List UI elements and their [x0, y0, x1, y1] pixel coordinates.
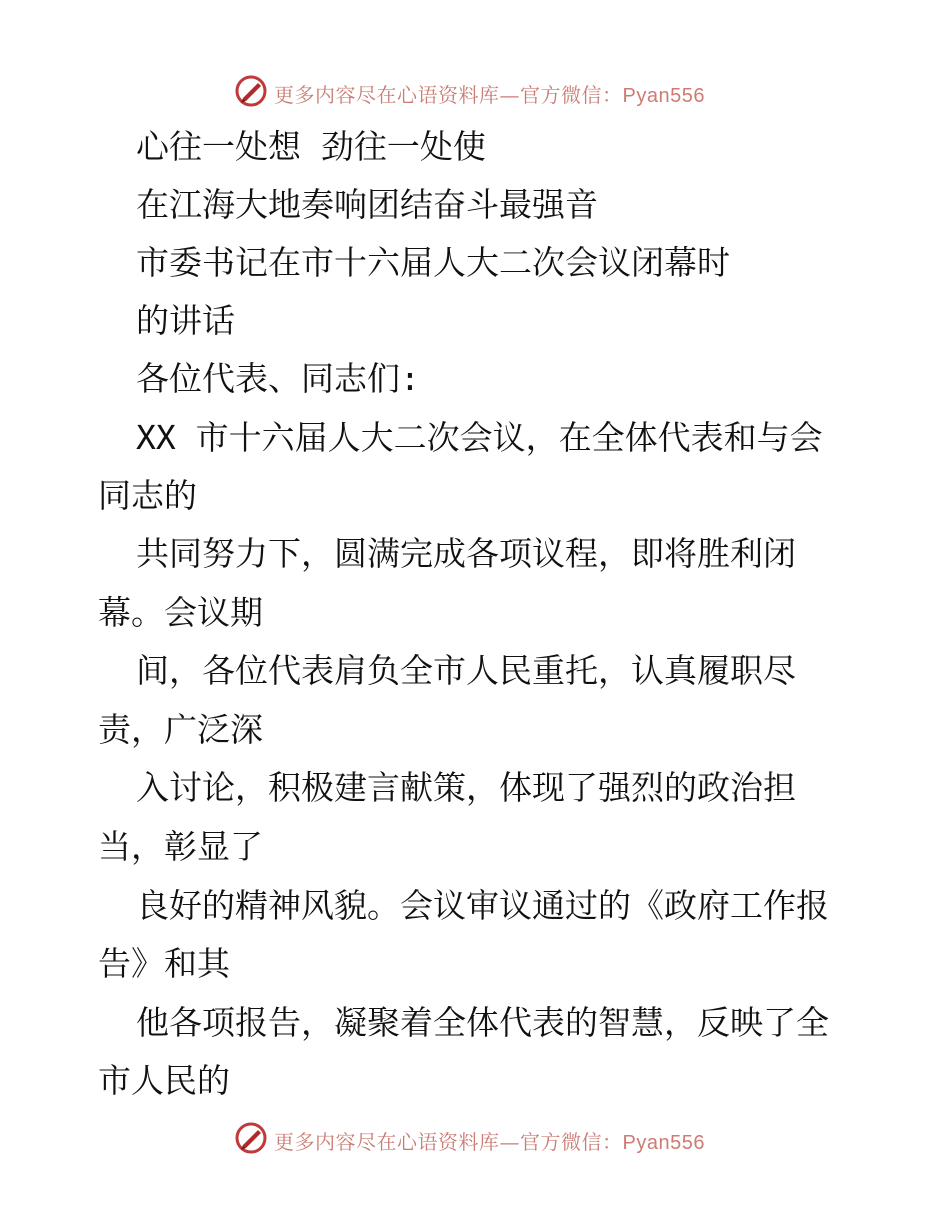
body-line: 责，广泛深	[98, 710, 263, 749]
banner-wechat-id: Pyan556	[622, 85, 705, 107]
body-line: 告》和其	[98, 944, 230, 983]
title-line-3: 市委书记在市十六届人大二次会议闭幕时	[136, 243, 730, 282]
body-line: 幕。会议期	[98, 593, 263, 632]
footer-watermark-banner	[0, 1119, 950, 1159]
body-line: XX 市十六届人大二次会议，在全体代表和与会	[136, 418, 823, 457]
title-line-2: 在江海大地奏响团结奋斗最强音	[136, 185, 598, 224]
banner-text: 更多内容尽在心语资料库—官方微信：	[274, 1130, 623, 1154]
salutation: 各位代表、同志们:	[136, 359, 420, 398]
body-line: 市人民的	[98, 1061, 230, 1100]
banner-wechat-id: Pyan556	[622, 1132, 705, 1154]
body-line: 良好的精神风貌。会议审议通过的《政府工作报	[136, 886, 829, 925]
body-line: 入讨论，积极建言献策，体现了强烈的政治担	[136, 768, 796, 807]
body-line: 当，彰显了	[98, 827, 263, 866]
title-line-1: 心往一处想 劲往一处使	[136, 127, 486, 166]
pen-logo-icon	[234, 1121, 268, 1155]
body-line: 他各项报告，凝聚着全体代表的智慧，反映了全	[136, 1003, 829, 1042]
title-line-4: 的讲话	[136, 301, 235, 340]
header-watermark-banner	[0, 72, 950, 112]
body-line: 间，各位代表肩负全市人民重托，认真履职尽	[136, 651, 796, 690]
body-line: 共同努力下，圆满完成各项议程，即将胜利闭	[136, 534, 796, 573]
pen-logo-icon	[234, 74, 268, 108]
banner-text: 更多内容尽在心语资料库—官方微信：	[274, 83, 623, 107]
body-line: 同志的	[98, 476, 197, 515]
